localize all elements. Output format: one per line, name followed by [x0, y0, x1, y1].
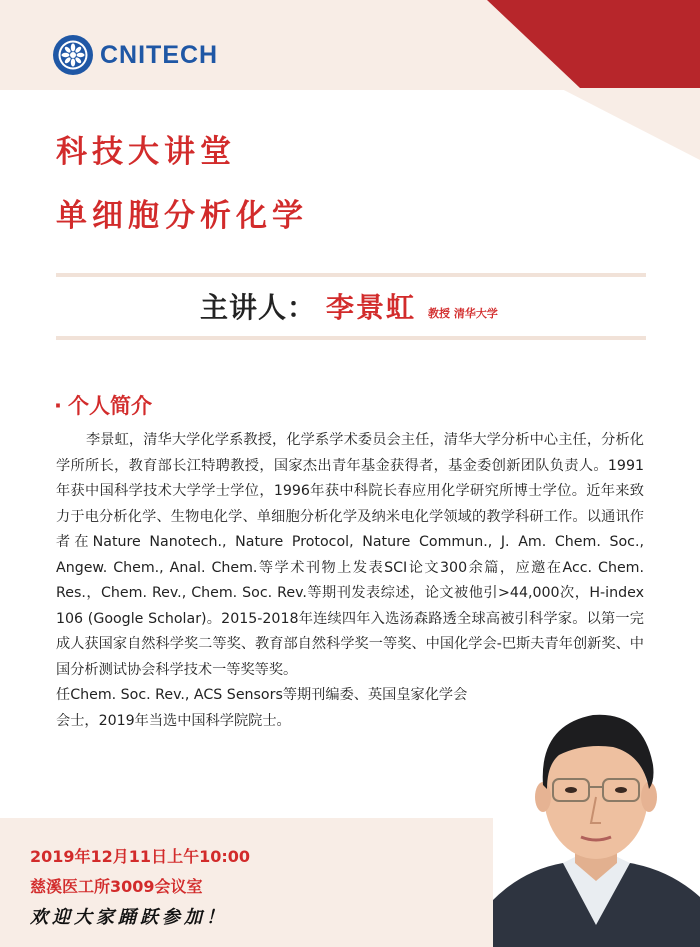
bio-paragraph: 李景虹，清华大学化学系教授，化学系学术委员会主任，清华大学分析中心主任，分析化学所所长，教育部长江特聘教授，国家杰出青年基金获得者，基金委创新团队负责人。1991年获中国科学技术大学学士学位，1996年获中科院长春应用化学研究所博士学位。近年来致力于电分析化学、生物电化学、单细胞分析化学及纳米电化学领域的教学科研工作。以通讯作者在Nature Nanotech., Nature Protocol, Nature Commun., J. Am. Chem. Soc., Angew. Chem., Anal. Chem.等学术刊物上发表SCI论文300余篇，应邀在Acc. Chem. Res.，Chem. Rev., Chem. Soc. Rev.等期刊发表综述，论文被他引>44,000次，H-index 106 (Google Scholar)。2015-2018年连续四年入选汤森路透全球高被引科学家。以第一完成人获国家自然科学奖二等奖、教育部自然科学奖一等奖、中国化学会-巴斯夫青年创新奖、中国分析测试协会科学技术一等奖等奖。 [56, 432, 644, 678]
speaker-portrait [493, 685, 700, 947]
lecture-title: 单细胞分析化学 [56, 198, 308, 234]
welcome-message: 欢迎大家踊跃参加！ [30, 907, 228, 928]
speaker-label: 主讲人： [200, 291, 317, 324]
bullet-icon: · [54, 394, 62, 418]
event-datetime: 2019年12月11日上午10:00 [30, 847, 250, 866]
logo-emblem-icon [52, 34, 94, 76]
bio-heading-text: 个人简介 [67, 394, 152, 418]
divider-bottom [56, 336, 646, 340]
bio-heading [54, 390, 152, 420]
series-title: 科技大讲堂 [56, 134, 236, 170]
speaker-line [200, 286, 498, 326]
brand-name: CNITECH [100, 40, 219, 69]
bio-tail: 任Chem. Soc. Rev., ACS Sensors等期刊编委、英国皇家化学会会士，2019年当选中国科学院院士。 [56, 687, 468, 729]
divider-top [56, 273, 646, 277]
logo [52, 34, 218, 76]
event-location: 慈溪医工所3009会议室 [30, 877, 203, 896]
speaker-title: 教授 清华大学 [428, 307, 498, 320]
speaker-name: 李景虹 [326, 291, 417, 324]
